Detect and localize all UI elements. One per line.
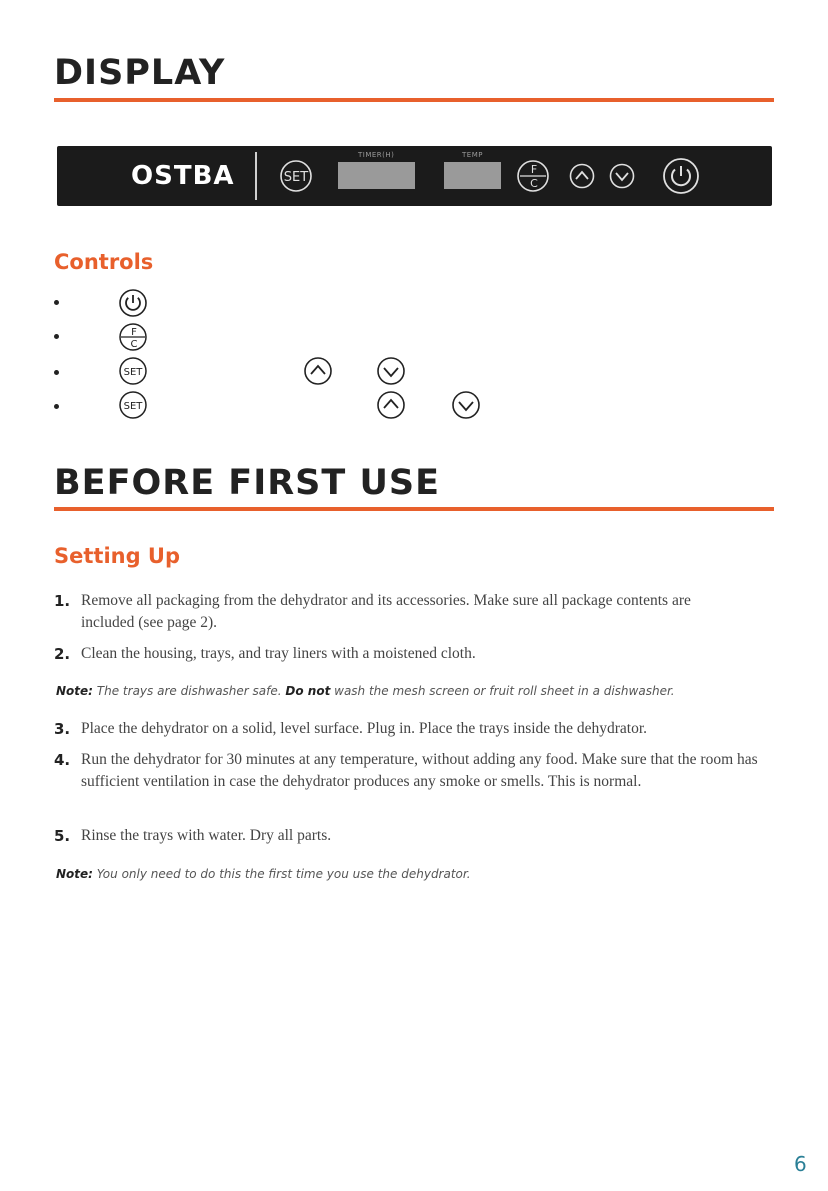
svg-text:SET: SET	[123, 401, 143, 412]
up-icon	[303, 356, 333, 386]
step-item	[54, 643, 774, 665]
controls-list-item	[54, 396, 504, 426]
set-icon	[118, 356, 148, 386]
set-icon	[279, 159, 313, 193]
note-label: Note:	[56, 867, 93, 881]
note-text: You only need to do this the first time you use the dehydrator.	[96, 867, 471, 881]
down-icon	[609, 163, 635, 189]
panel-divider	[255, 152, 257, 200]
down-icon	[376, 356, 406, 386]
step-item	[54, 825, 774, 847]
controls-list-item	[54, 362, 454, 392]
note-text: The trays are dishwasher safe.	[96, 684, 282, 698]
brand-logo: OSTBA	[131, 161, 235, 191]
power-icon	[662, 157, 700, 195]
svg-text:SET: SET	[123, 367, 143, 378]
controls-subheading: Controls	[54, 250, 154, 274]
step-text: Place the dehydrator on a solid, level surface. Plug in. Place the trays inside the dehydrator.	[81, 720, 648, 737]
svg-text:SET: SET	[283, 170, 309, 185]
power-icon	[118, 288, 148, 318]
note-emphasis: Do not	[285, 684, 331, 698]
before-first-use-heading: BEFORE FIRST USE	[54, 463, 440, 503]
step-text: Run the dehydrator for 30 minutes at any temperature, without adding any food. Make sure that the room has sufficient ventilation in case the dehydrator produces any smoke or smells. This is normal.	[81, 751, 758, 790]
step-number: 4.	[54, 751, 71, 769]
svg-text:C: C	[530, 177, 538, 190]
before-first-use-rule	[54, 507, 774, 511]
bullet	[54, 370, 59, 375]
note-text: wash the mesh screen or fruit roll sheet in a dishwasher.	[334, 684, 675, 698]
step-number: 2.	[54, 645, 71, 663]
step-text: Remove all packaging from the dehydrator and its accessories. Make sure all package contents are included (see page 2).	[81, 592, 691, 631]
note-first-time	[56, 866, 776, 882]
fc-icon	[118, 322, 148, 352]
step-text: Clean the housing, trays, and tray liners with a moistened cloth.	[81, 645, 476, 662]
note-label: Note:	[56, 684, 93, 698]
display-heading-rule	[54, 98, 774, 102]
step-number: 1.	[54, 592, 71, 610]
setting-up-subheading: Setting Up	[54, 544, 181, 568]
page-number: 6	[794, 1152, 807, 1176]
set-icon	[118, 390, 148, 420]
up-icon	[376, 390, 406, 420]
step-number: 5.	[54, 827, 71, 845]
control-panel	[57, 146, 772, 206]
timer-display	[338, 162, 415, 189]
up-icon	[569, 163, 595, 189]
step-item	[54, 718, 774, 740]
fc-icon	[516, 159, 550, 193]
bullet	[54, 334, 59, 339]
svg-text:F: F	[131, 327, 137, 338]
bullet	[54, 300, 59, 305]
temp-display	[444, 162, 501, 189]
step-number: 3.	[54, 720, 71, 738]
note-dishwasher	[56, 683, 776, 699]
temp-label: TEMP	[462, 151, 483, 159]
bullet	[54, 404, 59, 409]
display-heading: DISPLAY	[54, 53, 226, 93]
step-item	[54, 590, 774, 634]
svg-text:C: C	[130, 339, 138, 350]
svg-text:F: F	[530, 163, 538, 176]
down-icon	[451, 390, 481, 420]
step-text: Rinse the trays with water. Dry all parts.	[81, 827, 332, 844]
step-item	[54, 749, 774, 793]
timer-label: TIMER(H)	[358, 151, 395, 159]
